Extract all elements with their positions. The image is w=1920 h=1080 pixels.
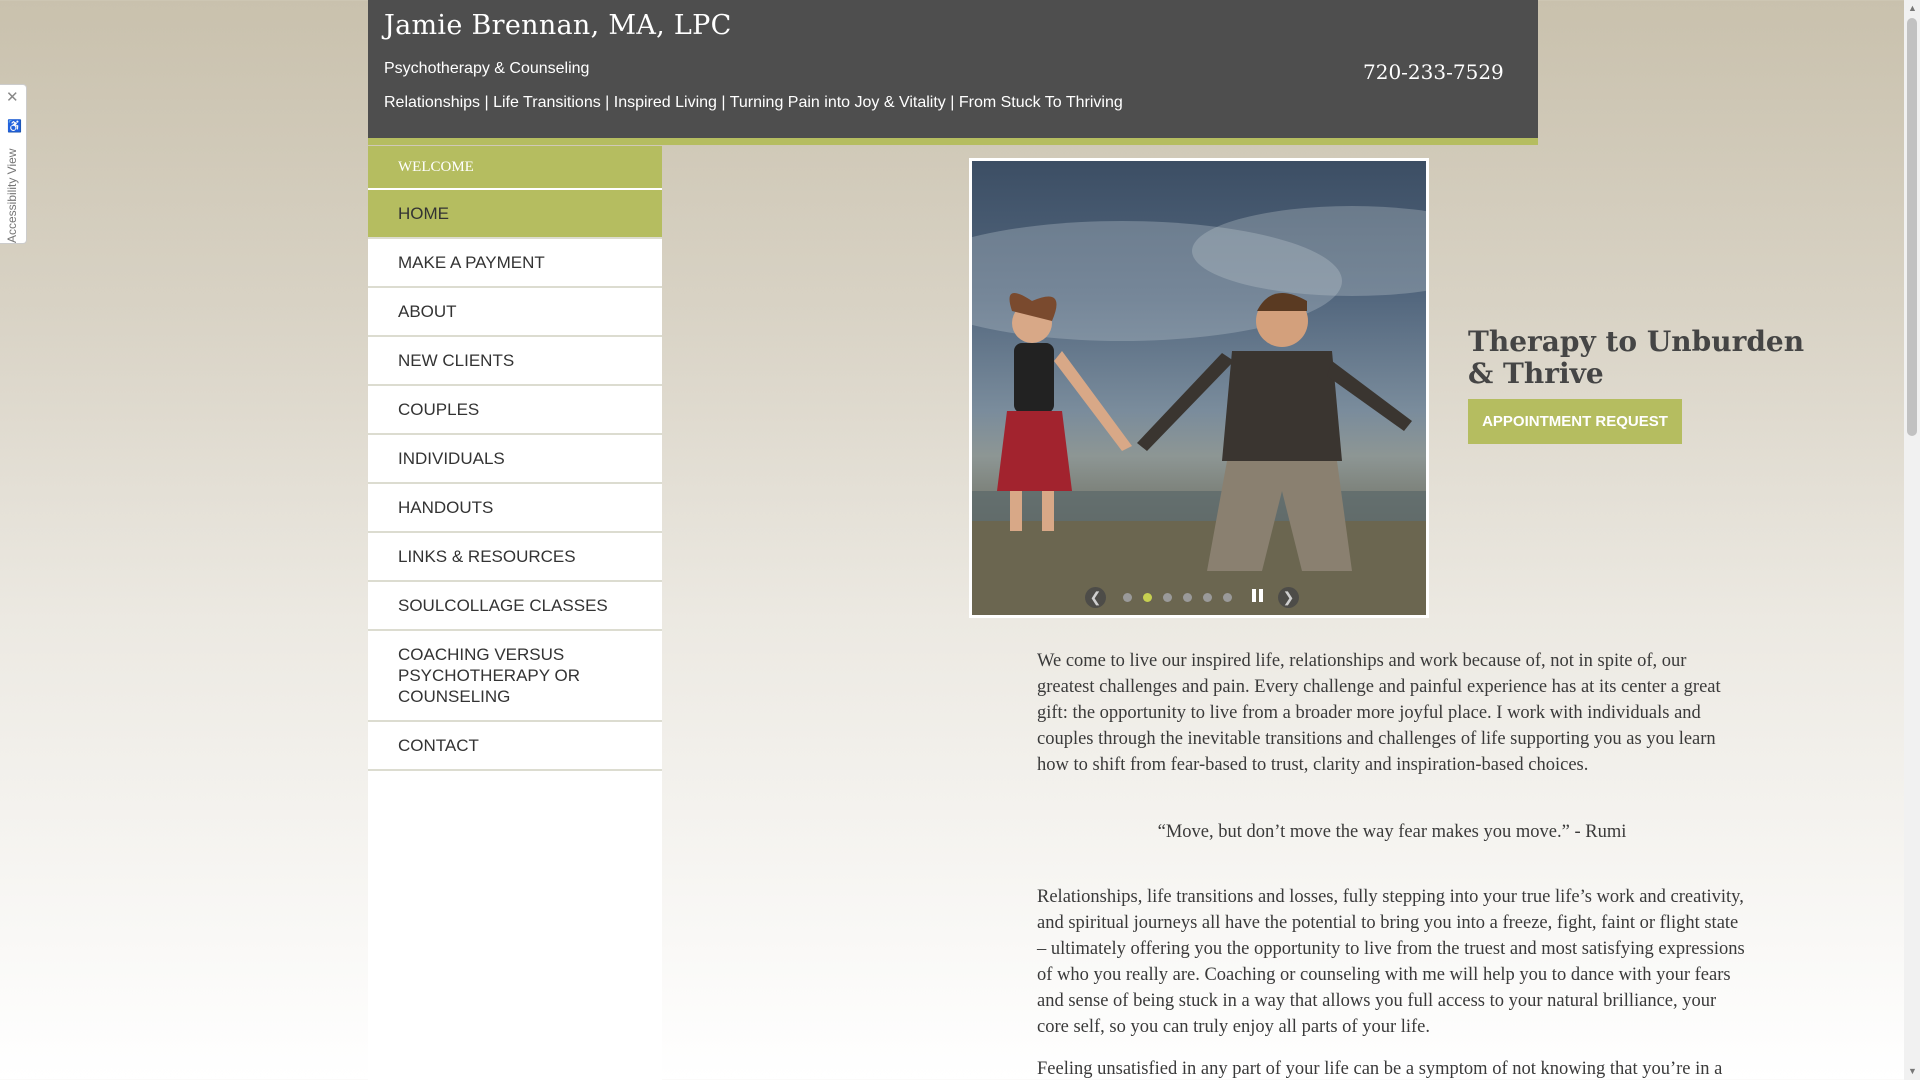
scroll-thumb[interactable]: [1907, 18, 1917, 436]
slider-dot[interactable]: [1183, 593, 1192, 602]
sidebar-item-coaching-versus-psychotherapy[interactable]: COACHING VERSUS PSYCHOTHERAPY OR COUNSELING: [368, 631, 662, 722]
appointment-request-button[interactable]: APPOINTMENT REQUEST: [1468, 399, 1682, 444]
header-divider: [368, 138, 1538, 145]
slider-dot[interactable]: [1223, 593, 1232, 602]
sidebar-item-links-resources[interactable]: LINKS & RESOURCES: [368, 533, 662, 582]
hero-title: Therapy to Unburden & Thrive: [1468, 325, 1805, 390]
accessibility-label: Accessibility View: [5, 148, 19, 243]
body-paragraph: Relationships, life transitions and losses, fully stepping into your true life’s work and creativity, and spiritual journeys all have the potential to bring you into a freeze, fight, faint or flight state – ultimately offering you the opportunity to live from the truest and most satisfying expressions of who you really are. Coaching or counseling with me will help you to dance with your fears and sense of being stuck in a way that allows you full access to your natural brilliance, your core self, so you can truly enjoy all parts of your life.: [1037, 887, 1745, 1037]
chevron-left-icon[interactable]: ❮: [1085, 587, 1106, 608]
scrollbar[interactable]: [1904, 0, 1920, 1080]
sidebar-item-about[interactable]: ABOUT: [368, 288, 662, 337]
scroll-down-icon[interactable]: ▼: [1908, 1066, 1917, 1076]
site-header: [368, 0, 1538, 138]
slider-dot[interactable]: [1163, 593, 1172, 602]
page: [368, 0, 1805, 1080]
main-content: [662, 146, 1805, 1080]
site-subtitle: Psychotherapy & Counseling: [384, 60, 590, 77]
sidebar-item-couples[interactable]: COUPLES: [368, 386, 662, 435]
pause-icon[interactable]: [1252, 589, 1266, 603]
site-title[interactable]: Jamie Brennan, MA, LPC: [384, 10, 732, 41]
sidebar-item-soulcollage-classes[interactable]: SOULCOLLAGE CLASSES: [368, 582, 662, 631]
slider-controls: [972, 587, 1426, 609]
slider-dot[interactable]: [1203, 593, 1212, 602]
sidebar-item-home[interactable]: HOME: [368, 190, 662, 239]
slider-dot-active[interactable]: [1143, 593, 1152, 602]
chevron-right-icon[interactable]: ❯: [1278, 587, 1299, 608]
sidebar-item-handouts[interactable]: HANDOUTS: [368, 484, 662, 533]
sidebar-heading: WELCOME: [368, 146, 662, 190]
body-paragraph-2: Feeling unsatisfied in any part of your life can be a symptom of not knowing that you’re in a: [1037, 1059, 1723, 1079]
sidebar-item-make-a-payment[interactable]: MAKE A PAYMENT: [368, 239, 662, 288]
accessibility-tab[interactable]: [0, 84, 27, 244]
close-icon[interactable]: ✕: [6, 89, 19, 106]
sidebar-item-contact[interactable]: CONTACT: [368, 722, 662, 771]
scroll-up-icon[interactable]: ▲: [1908, 3, 1917, 13]
rumi-quote: “Move, but don’t move the way fear makes you move.” - Rumi: [1157, 822, 1627, 842]
slide-photo: [972, 161, 1429, 618]
sidebar-nav: [368, 146, 662, 1080]
image-slider[interactable]: [969, 158, 1429, 618]
site-tagline: Relationships | Life Transitions | Inspired Living | Turning Pain into Joy & Vitality | From Stuck To Thriving: [384, 94, 1123, 111]
sidebar-item-new-clients[interactable]: NEW CLIENTS: [368, 337, 662, 386]
slider-dot[interactable]: [1123, 593, 1132, 602]
sidebar-item-individuals[interactable]: INDIVIDUALS: [368, 435, 662, 484]
intro-paragraph: We come to live our inspired life, relationships and work because of, not in spite of, our greatest challenges and pain. Every challenge and painful experience has at its center a great gift: the opportunity to live from a broader more joyful place. I work with individuals and couples through the inevitable transitions and challenges of life supporting you as you learn how to shift from fear-based to trust, clarity and inspiration-based choices.: [1037, 651, 1721, 775]
accessibility-icon: ♿: [7, 119, 22, 133]
phone-number[interactable]: 720-233-7529: [1363, 60, 1504, 84]
